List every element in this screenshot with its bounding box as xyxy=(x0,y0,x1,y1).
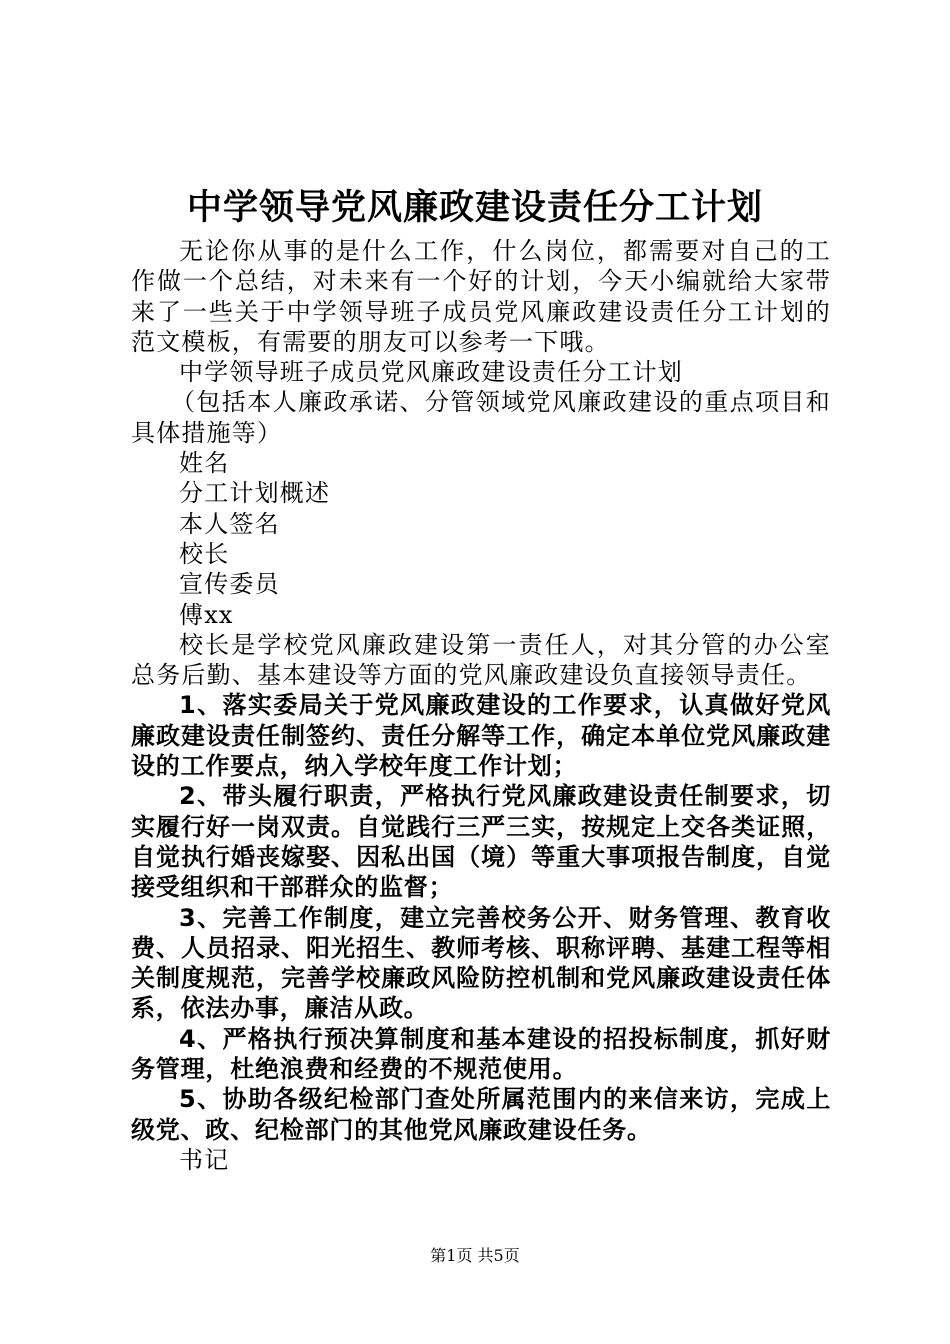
duty-item-5: 5、协助各级纪检部门查处所属范围内的来信来访，完成上级党、政、纪检部门的其他党风廉政建设任务。 xyxy=(131,1085,831,1144)
duty-item-4: 4、严格执行预决算制度和基本建设的招投标制度，抓好财务管理，杜绝浪费和经费的不规范使用。 xyxy=(131,1024,831,1084)
role-secretary-label: 书记 xyxy=(179,1145,230,1174)
intro-paragraph: 无论你从事的是什么工作，什么岗位，都需要对自己的工作做一个总结，对未来有一个好的计划，今天小编就给大家带来了一些关于中学领导班子成员党风廉政建设责任分工计划的范文模板，有需要的朋友可以参考一下哦。 xyxy=(131,237,831,356)
page-number-footer: 第1页 共5页 xyxy=(430,1246,520,1265)
duty-item-2: 2、带头履行职责，严格执行党风廉政建设责任制要求，切实履行好一岗双责。自觉践行三严三实，按规定上交各类证照，自觉执行婚丧嫁娶、因私出国（境）等重大事项报告制度，自觉接受组织和干部群众的监督； xyxy=(131,782,831,902)
duty-item-3: 3、完善工作制度，建立完善校务公开、财务管理、教育收费、人员招录、阳光招生、教师考核、职称评聘、基建工程等相关制度规范，完善学校廉政风险防控机制和党风廉政建设责任体系，依法办事，廉洁从政。 xyxy=(131,903,831,1023)
person-name: 傅xx xyxy=(179,600,234,629)
duty-item-1: 1、落实委局关于党风廉政建设的工作要求，认真做好党风廉政建设责任制签约、责任分解等工作，确定本单位党风廉政建设的工作要点，纳入学校年度工作计划； xyxy=(131,691,831,781)
document-body xyxy=(131,236,831,1175)
principal-responsibility: 校长是学校党风廉政建设第一责任人，对其分管的办公室总务后勤、基本建设等方面的党风廉政建设负直接领导责任。 xyxy=(131,630,831,690)
field-name-label: 姓名 xyxy=(179,449,230,478)
role-principal-label: 校长 xyxy=(179,539,230,568)
section-heading: 中学领导班子成员党风廉政建设责任分工计划 xyxy=(179,358,683,387)
field-signature-label: 本人签名 xyxy=(179,509,280,538)
section-note: （包括本人廉政承诺、分管领域党风廉政建设的重点项目和具体措施等） xyxy=(131,388,831,447)
role-publicity-label: 宣传委员 xyxy=(179,570,280,599)
document-title: 中学领导党风廉政建设责任分工计划 xyxy=(186,188,763,228)
field-overview-label: 分工计划概述 xyxy=(179,479,331,508)
